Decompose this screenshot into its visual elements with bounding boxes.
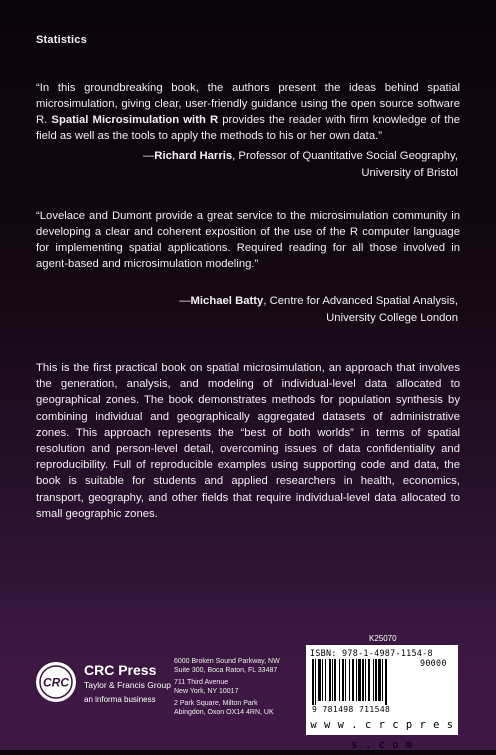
attribution-batty-name: Michael Batty [190, 295, 264, 307]
attribution-batty-title: , Centre for Advanced Spatial Analysis, [263, 295, 458, 307]
barcode-bar [358, 659, 361, 701]
barcode-bar [385, 659, 387, 705]
barcode-digits: 9 781498 711548 [312, 705, 391, 714]
quote-harris [36, 80, 460, 144]
barcode-bar [356, 659, 357, 701]
attribution-batty-affiliation: University College London [326, 312, 458, 324]
address-line: 2 Park Square, Milton Park [174, 700, 258, 708]
barcode-bar [329, 659, 331, 701]
address-line: Suite 300, Boca Raton, FL 33487 [174, 666, 278, 674]
attribution-harris: —Richard Harris, Professor of Quantitative Social Geography, University of Bristol [143, 148, 458, 182]
barcode-bar [322, 659, 323, 701]
barcode-panel [306, 645, 458, 715]
book-title-inline: Spatial Microsimulation with R [51, 114, 219, 126]
barcode-bar [332, 659, 333, 701]
publisher-name: CRC Press [84, 662, 157, 678]
isbn-text: ISBN: 978-1-4987-1154-8 [310, 648, 433, 658]
quote-batty: “Lovelace and Dumont provide a great service to the microsimulation community in developing a clear and coherent exposition of the use of the R computer language for implementing spatial applications. Required reading for all those involved in agent-based and microsimulation modeling.” [36, 210, 460, 270]
barcode-bar [325, 659, 326, 701]
category-label: Statistics [36, 34, 87, 46]
publisher-group: Taylor & Francis Group [84, 680, 171, 690]
ean-barcode [310, 659, 414, 705]
publisher-website: w w w . c r c p r e s s . c o m [306, 715, 458, 735]
publisher-logo-block [34, 660, 174, 708]
publisher-addresses [174, 658, 314, 718]
publisher-tagline: an informa business [84, 695, 156, 704]
book-description: This is the first practical book on spatial microsimulation, an approach that involves the generation, analysis, and modeling of individual-level data allocated to geographical zones. The book demonstrates methods for population synthesis by combining individual and geographically aggregated datasets of administrative zones. This approach represents the “best of both worlds” in terms of spatial resolution and person-level detail, overcoming issues of data confidentiality and reproducibility. Full of reproducible examples using supporting code and data, the book is suitable for students and applied researchers in health, economics, transport, geography, and other fields that require individual-level data allocated to small geographic zones. [36, 362, 460, 520]
attribution-harris-affiliation: University of Bristol [361, 167, 458, 179]
attribution-batty: —Michael Batty, Centre for Advanced Spatial Analysis, University College London [179, 293, 458, 327]
barcode-bar [318, 659, 321, 701]
barcode-bar [342, 659, 344, 701]
barcode-bar [352, 659, 354, 701]
price-code: 90000 [420, 658, 447, 668]
barcode-bar [382, 659, 383, 701]
barcode-bar [368, 659, 370, 701]
barcode-bar [334, 659, 336, 701]
address-line: New York, NY 10017 [174, 687, 239, 695]
barcode-bar [349, 659, 350, 701]
catalog-code: K25070 [369, 634, 397, 643]
barcode-bar [373, 659, 374, 701]
barcode-bar [362, 659, 364, 701]
address-line: Abingdon, Oxon OX14 4RN, UK [174, 708, 274, 716]
quote-harris-text: “In this groundbreaking book, the authors present the ideas behind spatial microsimulation, giving clear, user-friendly guidance using the open source software R. [36, 82, 460, 126]
barcode-bar [312, 659, 314, 705]
barcode-bar [315, 659, 316, 705]
barcode-bar [345, 659, 346, 701]
crc-logo-icon [34, 660, 78, 704]
barcode-bar [365, 659, 366, 701]
attribution-harris-name: Richard Harris [154, 150, 233, 162]
barcode-bar [339, 659, 340, 701]
barcode-bar [378, 659, 381, 701]
crc-logo-text: CRC [43, 675, 69, 690]
address-line: 711 Third Avenue [174, 679, 229, 687]
attribution-harris-title: , Professor of Quantitative Social Geography, [232, 150, 458, 162]
barcode-bar [375, 659, 377, 701]
quote-harris-text-end: provides the reader with firm knowledge of the field as well as the tools to apply the methods to his or her own data.” [36, 114, 461, 142]
address-line: 6000 Broken Sound Parkway, NW [174, 658, 280, 665]
